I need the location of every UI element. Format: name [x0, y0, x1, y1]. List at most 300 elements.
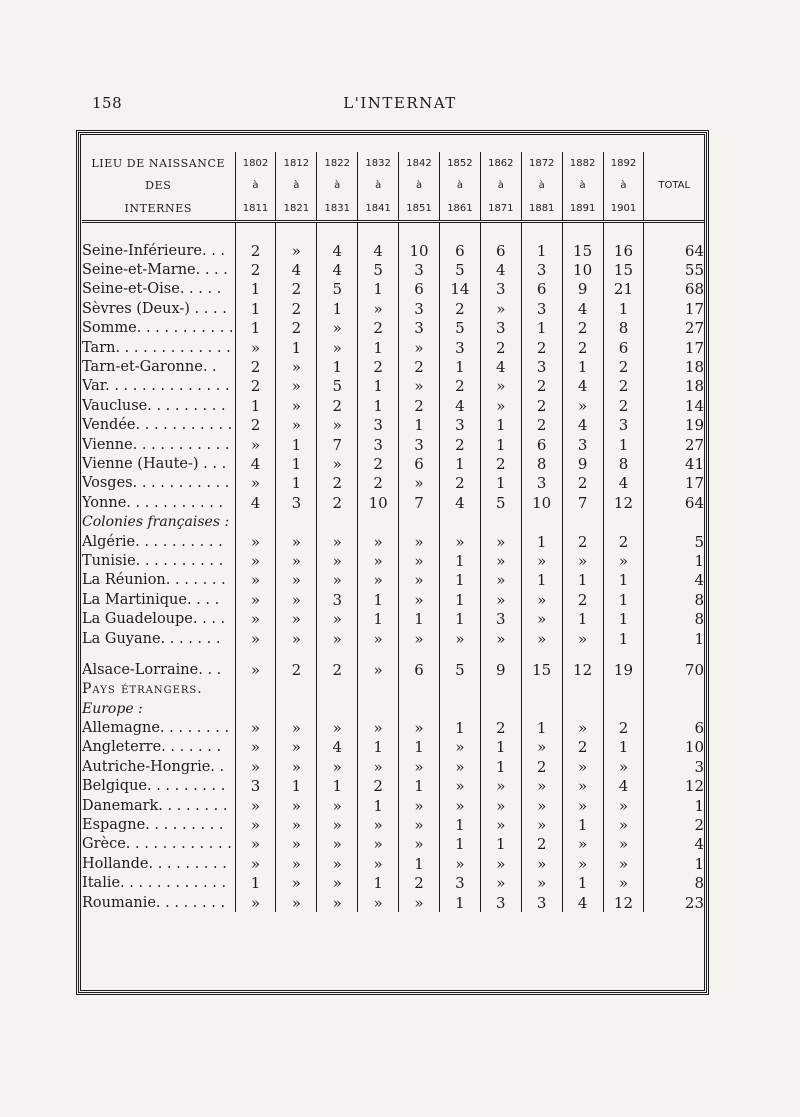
place-cell: Vienne. . . . . . . . . . .	[82, 436, 230, 453]
total-cell: 3	[644, 757, 704, 776]
value-cell: 1	[358, 874, 399, 893]
place-cell: Grèce. . . . . . . . . . . .	[82, 836, 232, 853]
empty-cell	[317, 512, 358, 531]
empty-cell	[644, 699, 704, 718]
value-cell: 1	[439, 571, 480, 590]
value-cell: 5	[439, 260, 480, 279]
table-row	[82, 551, 704, 570]
decade-header: à	[399, 174, 440, 196]
place-cell: Tarn. . . . . . . . . . . . .	[82, 339, 231, 356]
value-cell: 2	[317, 660, 358, 679]
value-cell: »	[562, 777, 603, 796]
value-cell: 1	[276, 454, 317, 473]
value-cell: 1	[358, 738, 399, 757]
value-cell: 4	[480, 357, 521, 376]
value-cell: 1	[439, 835, 480, 854]
value-cell: 2	[399, 874, 440, 893]
place-cell: Danemark. . . . . . . .	[82, 797, 228, 814]
value-cell: »	[235, 660, 276, 679]
value-cell: 10	[562, 260, 603, 279]
value-cell: 1	[358, 338, 399, 357]
value-cell: 3	[603, 416, 644, 435]
value-cell: »	[399, 629, 440, 648]
value-cell: 3	[399, 435, 440, 454]
value-cell: 4	[276, 260, 317, 279]
value-cell: 2	[439, 299, 480, 318]
value-cell: 3	[480, 609, 521, 628]
place-cell: Allemagne. . . . . . . .	[82, 720, 230, 737]
value-cell: 15	[521, 660, 562, 679]
empty-cell	[521, 680, 562, 699]
total-cell: 4	[644, 835, 704, 854]
empty-cell	[358, 648, 399, 660]
value-cell: »	[480, 854, 521, 873]
value-cell: 2	[521, 835, 562, 854]
value-cell: 2	[358, 454, 399, 473]
value-cell: »	[562, 396, 603, 415]
table-row	[82, 777, 704, 796]
value-cell: 9	[562, 280, 603, 299]
value-cell: »	[235, 796, 276, 815]
header-row-0	[82, 152, 704, 174]
value-cell: »	[276, 629, 317, 648]
empty-cell	[480, 680, 521, 699]
decade-header: à	[480, 174, 521, 196]
value-cell: 8	[603, 454, 644, 473]
value-cell: »	[235, 338, 276, 357]
value-cell: 4	[603, 777, 644, 796]
value-cell: »	[399, 571, 440, 590]
value-cell: »	[399, 893, 440, 912]
table-header	[82, 152, 704, 222]
value-cell: 6	[399, 660, 440, 679]
value-cell: »	[276, 396, 317, 415]
value-cell: 1	[480, 435, 521, 454]
value-cell: 7	[562, 493, 603, 512]
value-cell: 2	[399, 396, 440, 415]
total-cell: 41	[644, 454, 704, 473]
value-cell: 1	[562, 874, 603, 893]
value-cell: 2	[562, 590, 603, 609]
value-cell: 1	[562, 571, 603, 590]
value-cell: »	[317, 893, 358, 912]
value-cell: »	[562, 629, 603, 648]
value-cell: 3	[358, 416, 399, 435]
value-cell: 1	[480, 416, 521, 435]
value-cell: 1	[562, 357, 603, 376]
table-row	[82, 280, 704, 299]
value-cell: »	[358, 660, 399, 679]
value-cell: 3	[562, 435, 603, 454]
value-cell: 1	[439, 815, 480, 834]
empty-cell	[480, 512, 521, 531]
decade-header: 1861	[439, 196, 480, 222]
value-cell: 6	[439, 241, 480, 260]
value-cell: »	[439, 629, 480, 648]
value-cell: »	[317, 835, 358, 854]
value-cell: 5	[439, 319, 480, 338]
total-cell: 23	[644, 893, 704, 912]
table-row	[82, 260, 704, 279]
decade-header: à	[521, 174, 562, 196]
value-cell: »	[562, 854, 603, 873]
place-cell: Vaucluse. . . . . . . . .	[82, 397, 226, 414]
total-cell: 5	[644, 532, 704, 551]
total-header	[644, 152, 704, 174]
value-cell: 3	[439, 338, 480, 357]
place-cell: Algérie. . . . . . . . . .	[82, 533, 223, 550]
value-cell: 3	[480, 280, 521, 299]
value-cell: 8	[521, 454, 562, 473]
total-cell: 1	[644, 629, 704, 648]
value-cell: 7	[317, 435, 358, 454]
value-cell: 1	[235, 319, 276, 338]
table-row	[82, 660, 704, 679]
value-cell: 1	[439, 718, 480, 737]
value-cell: 4	[317, 241, 358, 260]
decade-header: 1872	[521, 152, 562, 174]
place-cell: La Martinique. . . .	[82, 591, 220, 608]
value-cell: 2	[235, 357, 276, 376]
value-cell: 2	[480, 718, 521, 737]
place-cell: Var. . . . . . . . . . . . . .	[82, 378, 230, 395]
value-cell: 15	[562, 241, 603, 260]
total-cell: 64	[644, 493, 704, 512]
total-cell: 10	[644, 738, 704, 757]
value-cell: 15	[603, 260, 644, 279]
total-cell: 4	[644, 571, 704, 590]
value-cell: 10	[399, 241, 440, 260]
value-cell: 3	[358, 435, 399, 454]
value-cell: »	[276, 609, 317, 628]
total-cell: 6	[644, 718, 704, 737]
value-cell: 1	[480, 474, 521, 493]
value-cell: 1	[603, 435, 644, 454]
decade-header: à	[235, 174, 276, 196]
header-row-1	[82, 174, 704, 196]
value-cell: »	[562, 718, 603, 737]
total-cell: 8	[644, 590, 704, 609]
value-cell: 2	[399, 357, 440, 376]
value-cell: 3	[480, 319, 521, 338]
value-cell: »	[317, 718, 358, 737]
value-cell: 3	[317, 590, 358, 609]
decade-header: à	[358, 174, 399, 196]
table-row	[82, 474, 704, 493]
value-cell: 2	[521, 377, 562, 396]
value-cell: 4	[562, 893, 603, 912]
value-cell: 1	[235, 280, 276, 299]
value-cell: »	[276, 718, 317, 737]
place-cell: Vosges. . . . . . . . . . .	[82, 475, 230, 492]
value-cell: »	[603, 551, 644, 570]
value-cell: »	[480, 551, 521, 570]
total-cell: 68	[644, 280, 704, 299]
value-cell: 3	[521, 299, 562, 318]
value-cell: 1	[317, 299, 358, 318]
value-cell: »	[276, 551, 317, 570]
birthplace-table	[82, 152, 704, 912]
value-cell: 2	[562, 319, 603, 338]
value-cell: »	[358, 551, 399, 570]
value-cell: 12	[603, 493, 644, 512]
total-cell: 70	[644, 660, 704, 679]
value-cell: »	[480, 796, 521, 815]
value-cell: 2	[480, 338, 521, 357]
value-cell: 4	[235, 454, 276, 473]
empty-cell	[276, 699, 317, 718]
value-cell: 10	[358, 493, 399, 512]
empty-cell	[317, 680, 358, 699]
table-row	[82, 757, 704, 776]
value-cell: »	[358, 629, 399, 648]
value-cell: 2	[603, 718, 644, 737]
empty-cell	[521, 512, 562, 531]
value-cell: 9	[480, 660, 521, 679]
empty-cell	[235, 648, 276, 660]
value-cell: »	[317, 796, 358, 815]
section-heading: Pays étrangers.	[82, 681, 203, 698]
value-cell: 1	[399, 416, 440, 435]
decade-header: 1851	[399, 196, 440, 222]
empty-cell	[317, 648, 358, 660]
table-row	[82, 319, 704, 338]
place-cell: Autriche-Hongrie. .	[82, 758, 225, 775]
value-cell: 2	[480, 454, 521, 473]
value-cell: 1	[521, 718, 562, 737]
value-cell: »	[235, 815, 276, 834]
decade-header: 1881	[521, 196, 562, 222]
empty-cell	[235, 512, 276, 531]
value-cell: »	[399, 377, 440, 396]
page-number: 158	[92, 94, 123, 112]
section-heading-row	[82, 680, 704, 699]
decade-header: 1871	[480, 196, 521, 222]
value-cell: »	[317, 609, 358, 628]
total-cell: 8	[644, 874, 704, 893]
value-cell: 19	[603, 660, 644, 679]
value-cell: »	[276, 571, 317, 590]
value-cell: »	[480, 874, 521, 893]
empty-cell	[562, 648, 603, 660]
value-cell: 2	[439, 474, 480, 493]
value-cell: 2	[358, 474, 399, 493]
value-cell: 1	[276, 777, 317, 796]
value-cell: »	[358, 532, 399, 551]
value-cell: 1	[276, 435, 317, 454]
empty-cell	[644, 680, 704, 699]
place-cell: Italie. . . . . . . . . . . .	[82, 875, 227, 892]
value-cell: 1	[399, 738, 440, 757]
value-cell: 2	[358, 357, 399, 376]
empty-cell	[317, 699, 358, 718]
value-cell: 7	[399, 493, 440, 512]
total-cell: 2	[644, 815, 704, 834]
total-cell: 12	[644, 777, 704, 796]
value-cell: »	[480, 532, 521, 551]
place-cell: Hollande. . . . . . . . .	[82, 855, 227, 872]
value-cell: »	[399, 796, 440, 815]
value-cell: »	[480, 590, 521, 609]
table-row	[82, 738, 704, 757]
value-cell: 3	[521, 260, 562, 279]
value-cell: 3	[276, 493, 317, 512]
value-cell: »	[399, 718, 440, 737]
decade-header: 1811	[235, 196, 276, 222]
decade-header: 1802	[235, 152, 276, 174]
value-cell: »	[603, 854, 644, 873]
value-cell: 2	[439, 435, 480, 454]
value-cell: »	[317, 416, 358, 435]
value-cell: »	[480, 377, 521, 396]
table-row	[82, 590, 704, 609]
table-row	[82, 435, 704, 454]
value-cell: 8	[603, 319, 644, 338]
value-cell: 3	[439, 874, 480, 893]
table-row	[82, 454, 704, 473]
place-cell: Belgique. . . . . . . . .	[82, 778, 226, 795]
value-cell: 1	[603, 590, 644, 609]
value-cell: 1	[480, 757, 521, 776]
value-cell: »	[480, 777, 521, 796]
empty-cell	[276, 680, 317, 699]
value-cell: 1	[521, 319, 562, 338]
value-cell: »	[358, 571, 399, 590]
value-cell: »	[235, 474, 276, 493]
value-cell: 1	[521, 571, 562, 590]
empty-cell	[399, 680, 440, 699]
place-cell: La Guyane. . . . . . .	[82, 630, 221, 647]
value-cell: 6	[480, 241, 521, 260]
value-cell: »	[276, 796, 317, 815]
total-cell: 27	[644, 319, 704, 338]
place-cell: Seine-et-Oise. . . . .	[82, 281, 222, 298]
value-cell: »	[358, 718, 399, 737]
value-cell: »	[439, 738, 480, 757]
value-cell: »	[439, 854, 480, 873]
value-cell: 2	[603, 377, 644, 396]
table-row	[82, 874, 704, 893]
value-cell: 12	[603, 893, 644, 912]
value-cell: »	[521, 551, 562, 570]
decade-header: 1821	[276, 196, 317, 222]
value-cell: »	[317, 854, 358, 873]
value-cell: 1	[399, 854, 440, 873]
value-cell: 1	[439, 590, 480, 609]
value-cell: »	[235, 718, 276, 737]
value-cell: 1	[317, 357, 358, 376]
value-cell: »	[235, 435, 276, 454]
table-row	[82, 357, 704, 376]
value-cell: »	[399, 757, 440, 776]
value-cell: 2	[276, 660, 317, 679]
value-cell: »	[603, 757, 644, 776]
value-cell: 2	[562, 738, 603, 757]
place-cell: La Guadeloupe. . . .	[82, 611, 226, 628]
table-row	[82, 815, 704, 834]
value-cell: »	[399, 835, 440, 854]
value-cell: 2	[317, 493, 358, 512]
value-cell: 2	[521, 396, 562, 415]
spacer-row	[82, 648, 704, 660]
section-heading: Europe :	[82, 700, 143, 717]
place-header-line: LIEU DE NAISSANCE	[91, 156, 226, 170]
value-cell: »	[276, 854, 317, 873]
value-cell: 12	[562, 660, 603, 679]
value-cell: 4	[235, 493, 276, 512]
total-cell: 8	[644, 609, 704, 628]
running-head: L'INTERNAT	[343, 94, 457, 112]
value-cell: »	[521, 854, 562, 873]
empty-cell	[235, 699, 276, 718]
decade-header: 1822	[317, 152, 358, 174]
value-cell: »	[562, 796, 603, 815]
table-row	[82, 609, 704, 628]
value-cell: 4	[480, 260, 521, 279]
value-cell: 6	[399, 280, 440, 299]
value-cell: »	[399, 590, 440, 609]
place-cell: Somme. . . . . . . . . . .	[82, 320, 234, 337]
value-cell: 3	[521, 357, 562, 376]
table-row	[82, 854, 704, 873]
value-cell: 4	[358, 241, 399, 260]
value-cell: 6	[603, 338, 644, 357]
place-cell: Alsace-Lorraine. . .	[82, 661, 222, 678]
value-cell: 1	[358, 377, 399, 396]
value-cell: 1	[399, 777, 440, 796]
value-cell: 1	[276, 474, 317, 493]
value-cell: 1	[358, 280, 399, 299]
decade-header: 1892	[603, 152, 644, 174]
value-cell: »	[399, 815, 440, 834]
value-cell: »	[235, 854, 276, 873]
value-cell: 2	[235, 416, 276, 435]
value-cell: »	[235, 532, 276, 551]
decade-header: 1862	[480, 152, 521, 174]
decade-header: à	[317, 174, 358, 196]
empty-cell	[276, 512, 317, 531]
value-cell: »	[399, 532, 440, 551]
empty-cell	[603, 699, 644, 718]
decade-header: à	[276, 174, 317, 196]
value-cell: 6	[521, 435, 562, 454]
place-cell: Seine-Inférieure. . .	[82, 242, 226, 259]
value-cell: »	[480, 571, 521, 590]
table-row	[82, 338, 704, 357]
empty-cell	[644, 512, 704, 531]
table-row	[82, 629, 704, 648]
value-cell: »	[439, 777, 480, 796]
table-row	[82, 377, 704, 396]
value-cell: »	[399, 551, 440, 570]
value-cell: 2	[276, 319, 317, 338]
value-cell: »	[603, 796, 644, 815]
place-cell: Yonne. . . . . . . . . . .	[82, 494, 224, 511]
value-cell: 1	[439, 609, 480, 628]
section-heading: Colonies françaises :	[82, 514, 230, 531]
value-cell: 5	[480, 493, 521, 512]
value-cell: 2	[276, 280, 317, 299]
empty-cell	[358, 699, 399, 718]
value-cell: »	[276, 815, 317, 834]
value-cell: »	[439, 757, 480, 776]
empty-cell	[399, 699, 440, 718]
total-cell: 18	[644, 357, 704, 376]
total-cell: 1	[644, 796, 704, 815]
value-cell: 2	[603, 396, 644, 415]
place-cell: Vienne (Haute-) . . .	[82, 455, 227, 472]
value-cell: 1	[276, 338, 317, 357]
